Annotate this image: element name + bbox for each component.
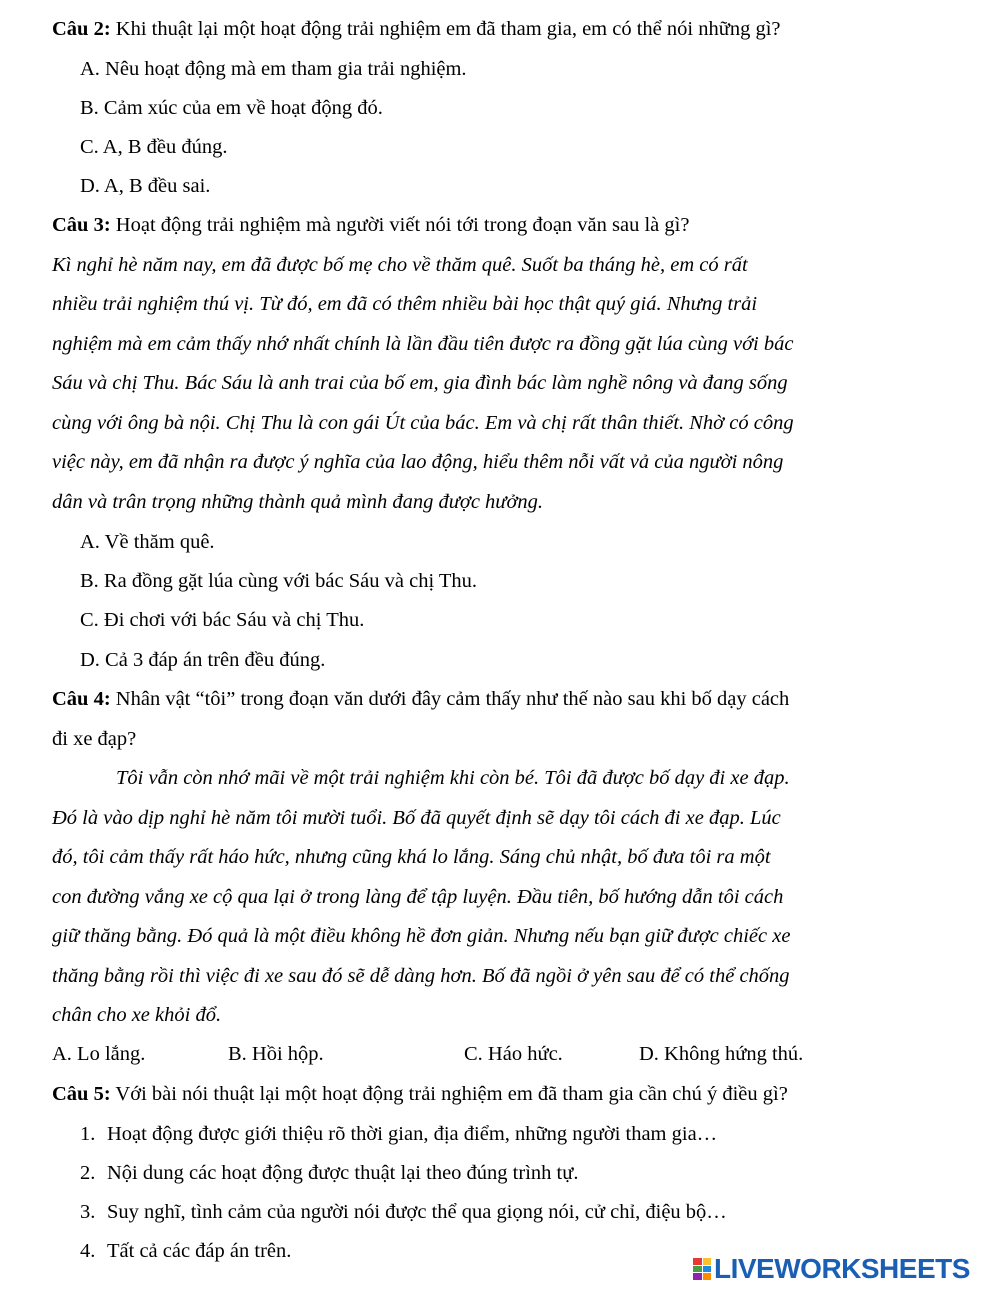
liveworksheets-grid-icon bbox=[693, 1258, 711, 1280]
q2-option-a: A. Nêu hoạt động mà em tham gia trải nghiệm. bbox=[80, 58, 467, 80]
q4-passage-line: con đường vắng xe cộ qua lại ở trong làng để tập luyện. Đầu tiên, bố hướng dẫn tôi cách bbox=[52, 886, 784, 908]
liveworksheets-logo[interactable] bbox=[693, 1254, 970, 1284]
q3-passage-line: Sáu và chị Thu. Bác Sáu là anh trai của bố em, gia đình bác làm nghề nông và đang sống bbox=[52, 372, 788, 394]
q3-passage-line: nghiệm mà em cảm thấy nhớ nhất chính là lần đầu tiên được ra đồng gặt lúa cùng với bác bbox=[52, 333, 794, 355]
q4-options-row bbox=[52, 1042, 952, 1066]
q4-passage-line: chân cho xe khỏi đổ. bbox=[52, 1004, 222, 1026]
q5-item-number: 3. bbox=[80, 1201, 96, 1223]
question-2-stem bbox=[52, 17, 781, 41]
q2-option-c: C. A, B đều đúng. bbox=[80, 136, 228, 158]
q5-item-3 bbox=[80, 1200, 727, 1224]
q5-item-text: Tất cả các đáp án trên. bbox=[107, 1240, 292, 1262]
q4-passage-line: Tôi vẫn còn nhớ mãi về một trải nghiệm khi còn bé. Tôi đã được bố dạy đi xe đạp. bbox=[116, 767, 790, 789]
question-5-label: Câu 5: bbox=[52, 1083, 111, 1105]
q3-option-b: B. Ra đồng gặt lúa cùng với bác Sáu và chị Thu. bbox=[80, 570, 478, 592]
q5-item-text: Suy nghĩ, tình cảm của người nói được thể qua giọng nói, cử chỉ, điệu bộ… bbox=[107, 1201, 727, 1223]
q4-option-a: A. Lo lắng. bbox=[52, 1043, 146, 1065]
q3-passage-line: dân và trân trọng những thành quả mình đang được hưởng. bbox=[52, 491, 544, 513]
q4-passage-line: đó, tôi cảm thấy rất háo hức, nhưng cũng khá lo lắng. Sáng chủ nhật, bố đưa tôi ra một bbox=[52, 846, 771, 868]
question-4-text: Nhân vật “tôi” trong đoạn văn dưới đây cảm thấy như thế nào sau khi bố dạy cách bbox=[110, 688, 790, 710]
q3-passage-line: Kì nghỉ hè năm nay, em đã được bố mẹ cho về thăm quê. Suốt ba tháng hè, em có rất bbox=[52, 254, 748, 276]
q5-item-number: 1. bbox=[80, 1123, 96, 1145]
q3-option-c: C. Đi chơi với bác Sáu và chị Thu. bbox=[80, 609, 365, 631]
q3-option-a: A. Về thăm quê. bbox=[80, 531, 215, 553]
q4-passage-line: thăng bằng rồi thì việc đi xe sau đó sẽ dễ dàng hơn. Bố đã ngồi ở yên sau để có thể chống bbox=[52, 965, 790, 987]
q5-item-4 bbox=[80, 1239, 291, 1263]
q5-item-1 bbox=[80, 1122, 717, 1146]
question-4-label: Câu 4: bbox=[52, 688, 111, 710]
question-2-text: Khi thuật lại một hoạt động trải nghiệm em đã tham gia, em có thể nói những gì? bbox=[110, 18, 781, 40]
question-2-label: Câu 2: bbox=[52, 18, 111, 40]
q3-passage-line: việc này, em đã nhận ra được ý nghĩa của lao động, hiểu thêm nỗi vất vả của người nông bbox=[52, 451, 784, 473]
question-3-label: Câu 3: bbox=[52, 214, 111, 236]
q4-option-d: D. Không hứng thú. bbox=[639, 1043, 804, 1065]
logo-text: LIVEWORKSHEETS bbox=[714, 1253, 970, 1284]
q5-item-number: 2. bbox=[80, 1162, 96, 1184]
question-3-stem bbox=[52, 213, 689, 237]
q2-option-d: D. A, B đều sai. bbox=[80, 175, 211, 197]
q5-item-text: Hoạt động được giới thiệu rõ thời gian, địa điểm, những người tham gia… bbox=[107, 1123, 718, 1145]
question-4-stem bbox=[52, 687, 789, 711]
q4-option-b: B. Hồi hộp. bbox=[228, 1043, 324, 1065]
question-4-text-cont: đi xe đạp? bbox=[52, 728, 137, 750]
question-3-text: Hoạt động trải nghiệm mà người viết nói tới trong đoạn văn sau là gì? bbox=[110, 214, 690, 236]
q3-passage-line: nhiều trải nghiệm thú vị. Từ đó, em đã có thêm nhiều bài học thật quý giá. Nhưng trải bbox=[52, 293, 758, 315]
q5-item-text: Nội dung các hoạt động được thuật lại theo đúng trình tự. bbox=[107, 1162, 579, 1184]
q4-passage-line: Đó là vào dịp nghỉ hè năm tôi mười tuổi. Bố đã quyết định sẽ dạy tôi cách đi xe đạp. Lúc bbox=[52, 807, 781, 829]
q5-item-number: 4. bbox=[80, 1240, 96, 1262]
q4-passage-line: giữ thăng bằng. Đó quả là một điều không hề đơn giản. Nhưng nếu bạn giữ được chiếc xe bbox=[52, 925, 791, 947]
q3-option-d: D. Cả 3 đáp án trên đều đúng. bbox=[80, 649, 326, 671]
question-5-text: Với bài nói thuật lại một hoạt động trải nghiệm em đã tham gia cần chú ý điều gì? bbox=[110, 1083, 788, 1105]
q4-option-c: C. Háo hức. bbox=[464, 1043, 563, 1065]
q5-item-2 bbox=[80, 1161, 578, 1185]
q2-option-b: B. Cảm xúc của em về hoạt động đó. bbox=[80, 97, 383, 119]
question-5-stem bbox=[52, 1082, 788, 1106]
q3-passage-line: cùng với ông bà nội. Chị Thu là con gái Út của bác. Em và chị rất thân thiết. Nhờ có công bbox=[52, 412, 794, 434]
